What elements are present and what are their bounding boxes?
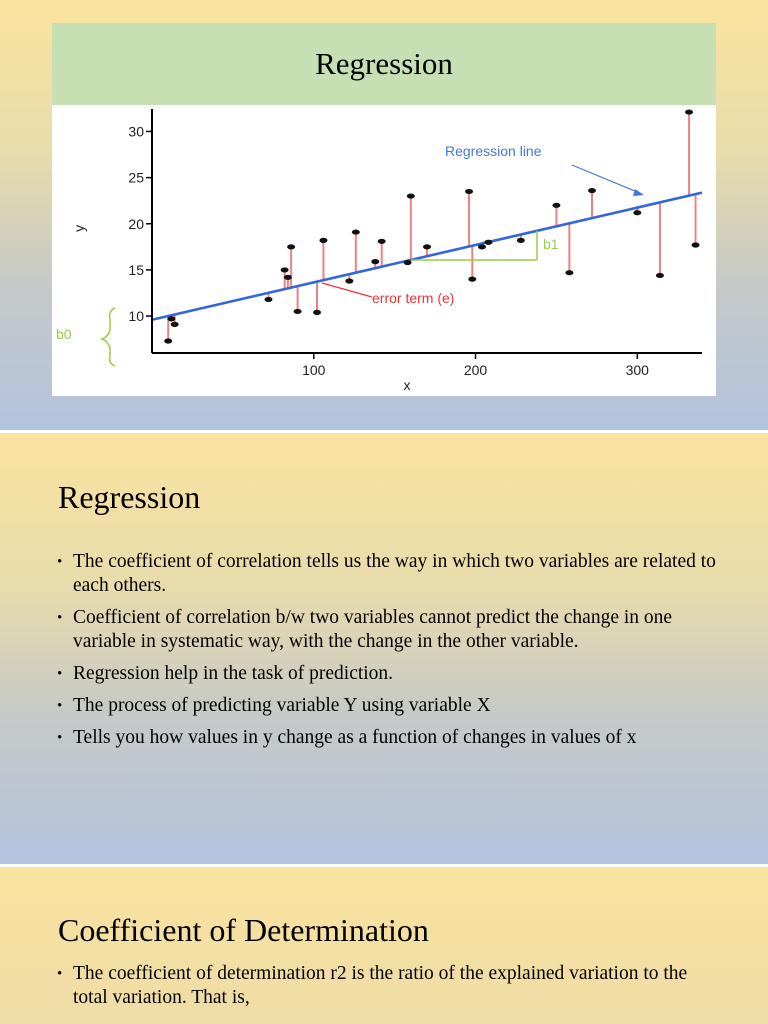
bullet-item (57, 726, 717, 750)
slope-label: b1 (543, 235, 559, 252)
regression-line-pointer (572, 165, 642, 194)
data-point (407, 193, 415, 198)
data-point (167, 316, 175, 321)
bullet-item (57, 662, 717, 686)
data-point (465, 189, 473, 194)
data-point (378, 239, 386, 244)
data-point (287, 244, 295, 249)
regression-line-label: Regression line (445, 143, 542, 159)
slide-heading: Regression (58, 479, 201, 515)
data-point (478, 244, 486, 249)
slide-regression-text (0, 433, 768, 864)
data-point (345, 278, 353, 283)
x-tick-label: 100 (302, 362, 326, 378)
bullet-item (57, 962, 717, 1010)
slide-regression-chart (0, 0, 768, 430)
bullet-text: The coefficient of determination r2 is the ratio of the explained variation to the total variation. That is, (73, 963, 688, 1008)
slide-title: Regression (315, 46, 453, 81)
data-point (565, 270, 573, 275)
data-point (692, 242, 700, 247)
data-point (468, 277, 476, 282)
bullet-list (57, 550, 717, 758)
y-tick-label: 25 (128, 169, 144, 186)
data-point (484, 240, 492, 245)
data-point (517, 238, 525, 243)
data-point (281, 267, 289, 272)
error-term-pointer (322, 283, 372, 297)
slide-heading: Coefficient of Determination (58, 912, 429, 948)
bullet-text: Regression help in the task of prediction. (73, 663, 394, 684)
y-tick-label: 15 (128, 261, 144, 278)
data-point (685, 109, 693, 114)
bullet-list (57, 962, 717, 1018)
y-tick-label: 20 (128, 215, 144, 232)
intercept-bracket (102, 308, 115, 366)
data-point (294, 309, 302, 314)
error-term-label: error term (e) (372, 290, 455, 306)
data-point (656, 273, 664, 278)
data-point (552, 203, 560, 208)
arrow-head-icon (633, 189, 644, 196)
data-point (352, 229, 360, 234)
regression-chart (52, 105, 716, 396)
y-tick-label: 30 (128, 123, 144, 140)
data-point (264, 297, 272, 302)
regression-chart-svg (52, 105, 716, 396)
bullet-text: Tells you how values in y change as a function of changes in values of x (73, 727, 637, 748)
y-axis-label: y (71, 224, 87, 232)
data-point (633, 210, 641, 215)
x-tick-label: 300 (625, 362, 649, 378)
intercept-label: b0 (56, 326, 72, 342)
bullet-item (57, 694, 717, 718)
data-point (588, 188, 596, 193)
data-point (284, 275, 292, 280)
bullet-icon: • (57, 966, 63, 982)
data-point (313, 310, 321, 315)
bullet-icon: • (57, 554, 63, 570)
data-point (404, 260, 412, 265)
x-tick-label: 200 (463, 362, 488, 378)
data-point (171, 322, 179, 327)
x-axis-label: x (403, 377, 411, 393)
bullet-item (57, 606, 717, 654)
bullet-text: The coefficient of correlation tells us the way in which two variables are related to each others. (73, 551, 716, 596)
slide-coefficient-determination (0, 867, 768, 1024)
y-tick-label: 10 (128, 308, 144, 325)
data-point (319, 238, 327, 243)
bullet-icon: • (57, 610, 63, 626)
bullet-item (57, 550, 717, 598)
bullet-icon: • (57, 698, 63, 714)
data-point (164, 338, 172, 343)
slide-title-banner (52, 23, 716, 105)
data-point (371, 259, 379, 264)
data-point (423, 244, 431, 249)
bullet-text: The process of predicting variable Y using variable X (73, 695, 491, 716)
bullet-text: Coefficient of correlation b/w two variables cannot predict the change in one variable in systematic way, with the change in the other variable. (73, 607, 673, 652)
bullet-icon: • (57, 730, 63, 746)
bullet-icon: • (57, 666, 63, 682)
